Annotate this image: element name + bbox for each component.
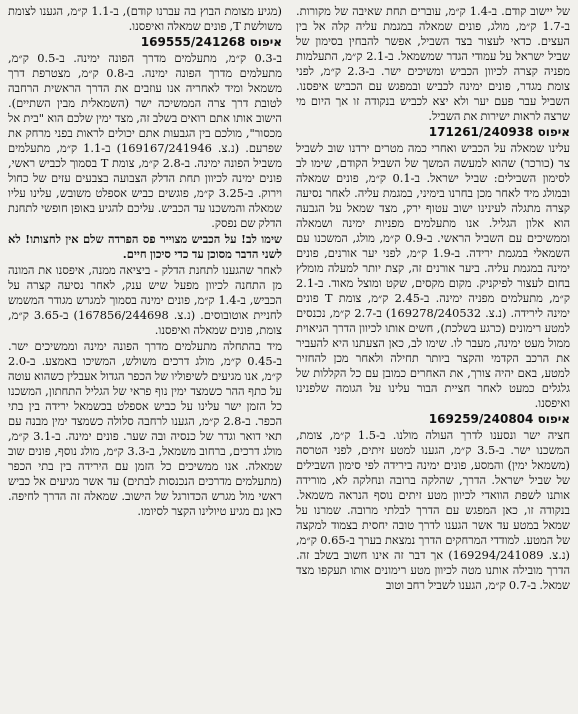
paragraph: של יישוב קודם. ב-1.4 ק״מ, עוברים תחת שאיבה של מקורות. ב-1.7 ק״מ, מולג, פונים שמאלה במגמת עליה קלה אל בין העצים. כדאי לעצור בצד השביל, אפשר להבחין בסימון של שביל ישראל על עמודי הגדר שמשמאל. ב-2.1 ק״מ, התעלמות מפניה קצרה לכיוון הכביש ומשיכים ישר. ב-2.3 ק״מ, לפני צומת מגדר, פונים ימינה לכביש ובמפגש עם הכביש איפסנו. השביל עבר פעם יער ולא יצא לכביש בנקודה זו אך היום מי שרצה לראות ישירות את השביל. xyxy=(296,4,570,123)
reset-heading xyxy=(296,125,570,140)
left-column xyxy=(8,4,282,714)
paragraph: לאחר שהגענו לתחנת הדלק - ביציאה ממנה, איפסנו את המונה מן התחנה לכיוון מפעל שיש ענק, לאחר נסיעה קצרה על הכביש, ב-1.4 ק״מ, פונים ימינה בסמוך למגרש מגודר המשמש לחניית אוטובוסים. (נ.צ. 167856/244698) ב-3.65 ק״מ, צומת, פונים שמאלה ואיפסנו. xyxy=(8,263,283,337)
reset-coordinates: 169555/241268 xyxy=(140,35,246,49)
paragraph: ב-0.3 ק״מ, מתעלמים מדרך הפונה ימינה. ב-0.5 ק״מ, מתעלמים מדרך הפונה ימינה. ב-0.8 ק״מ, מצטרפת דרך משמאל ומיד לאחריה אנו עוזבים את הדרך הראשית הרחבה לטובת דרך צרה הממשיכה ישר (השמאלית מבין השתיים). הישוב אותו אתם רואים בשלב זה, מצד ימין שלכם הוא "בית אל מכסור", מולכם בין הגבעות אתם יכולים לראות בפני מרחק את שפרעם. (נ.צ. 169167/241946) ב-1.1 ק״מ, מתעלמים משביל הפונה ימינה. ב-2.8 ק״מ, צומת T בסמוך לכביש ראשי, פונים ימינה לכיוון תחת הדלק הצבועה בצבעים עזים של כחול וירוק. ב-3.25 ק״מ, פוגשים כביש אספלט משובש, עלינו עליו שמאלה והמשכנו עד הכביש. עליכם להגיע באופן חופשי לתחנת הדלק שם נפסק. xyxy=(8,51,283,230)
reset-label: איפוס xyxy=(537,125,570,139)
reset-label: איפוס xyxy=(537,412,570,426)
paragraph: מיד בהתחלה מתעלמים מדרך הפונה ימינה וממשיכים ישר. ב-0.45 ק״מ, מולג דרכים משולש, המשיכו באמצע. ב-2.0 ק״מ, אנו מגיעים לשיפוליו של הכפר הגדול אעבלין כשהוא עוטה על כתף ההר כשמצד ימין נוף פראי של הגליל התחתון, המשכנו כל הזמן ישר עלינו על כביש אספלט בכשמאל ירידה בין בתי הכפר. ב-2.8 ק״מ, הגענו לרחבה סלולה כשמצד ימין מבנה עם תאי דואר וגדר של כנסיה ובה שער. פונים ימינה. ב-3.1 ק״מ, מולג דרכים, ברחוב משמאל, ב-3.3 ק״מ, מולג נוסף, פונים שוב שמאלה. אנו ממשיכים כל הזמן עם הירידה בין בתי הכפר (מתעלמים מדרכים הנכנסות לבתים) עד אשר מגיעים אל כביש ראשי מול מגרש הכדורגל של הישוב. שמאלה זה הדרך לחיפה. כאן גם מגיע טיולינו הקצר לסיומו. xyxy=(8,339,282,518)
warning-paragraph: שימו לב! על הכביש מצוייר פס הפרדה שלם אין לחצותו! לא לשני הדבר מסוכן עד כדי סיכון חיים. xyxy=(8,232,282,261)
reset-coordinates: 169259/240804 xyxy=(428,412,534,426)
reset-coordinates: 171261/240938 xyxy=(428,125,534,139)
reset-label: איפוס xyxy=(249,35,282,49)
reset-heading xyxy=(8,35,282,50)
right-column xyxy=(296,4,570,714)
paragraph: (מגיע מצומת הבוץ בה עברנו קודם), ב-1.1 ק״מ, הגענו לצומת משולשת T, פונים שמאלה ואיפסנו. xyxy=(8,4,283,33)
paragraph: חציה ישר ונסענו לדרך העולה מולנו. ב-1.5 ק״מ, צומת, המשכנו ישר. ב-3.5 ק״מ, הגענו למטע זיתים, לפני הטרסה (משמאל ימין) והמסע, פונים ימינה בירידה לפי סימון השבילים של שביל ישראל. הדרך, שהלקה ברובה ונחלקה לא, מורידה אותנו לשפת הוואדי לכיוון מטע זיתים נוסף הנראה משמאל. בנקודה זו, כאן המפגש עם הדרך לבלתי מרובה. שמרנו על שמאל במטע עד אשר הגענו לדרך טובה יחסית בצמוד למקצה של המטע. למודדי המרחקים הדרך נמצאת בערך ב-0.65 ק״מ, (נ.צ. 169294/241089) אך דבר זה אינו חשוב בשלב זה. הדרך מובילה אותנו מטה לכיוון מטע רימונים אותו תעקפו מצד שמאל. ב-0.7 ק״מ, הגענו לשביל רחב וטוב xyxy=(296,428,571,592)
paragraph: עלינו שמאלה על הכביש ואחרי כמה מטרים ירדנו שוב לשביל צר (כורכר) שהוא למעשה המשך של השביל הקודם, שימו לב לסימון השבילים: שביל ישראל. ב-0.1 ק״מ, פונים שמאלה ובמולג מיד לאחר מכן בחרנו בימיני, במגמת עליה. לאחר נסיעה קצרה מתגלה לעינינו ישוב עטוף ירק, מצד שמאל על הגבעה הוא אלון הגליל. אנו מתעלמים מפניות ימינה ושמאלה וממשיכים עם השביל הראשי. ב-0.9 ק״מ, מולג, המשכנו עם השמאלי במגמת ירידה. ב-1.9 ק״מ, לפני יער אורנים, פונים ימינה במגמת עליה. ביער אורנים זה, קצת יותר למעלה מומלץ בחום לעצור לפיקניק. מקום מקסים, שקט ומוצל מאוד. ב-2.1 ק״מ, מתעלמים מפניה ימינה. ב-2.45 ק״מ, צומת T פונים ימינה לירידה. (נ.צ. 169278/240532) ב-2.7 ק״מ, נכנסים למטע רימונים (כרגע בשלכת), חשים אותו לכיוון הדרך הגיאוית ממול מעט ימינה, מעבר לו. שימו לב, כאן הצעתנו היא להעביר את הרכב הקדמי והקצר ביותר תחילה ולאחר מכן להחזיר למטע, באם יהיה צורך, את האחרים כמובן עם כל הקללות של גלגלים כמעט לאחר חציית הבור עלינו על הגומה שלפנינו ואיפסנו. xyxy=(296,141,570,410)
reset-heading xyxy=(296,412,570,427)
